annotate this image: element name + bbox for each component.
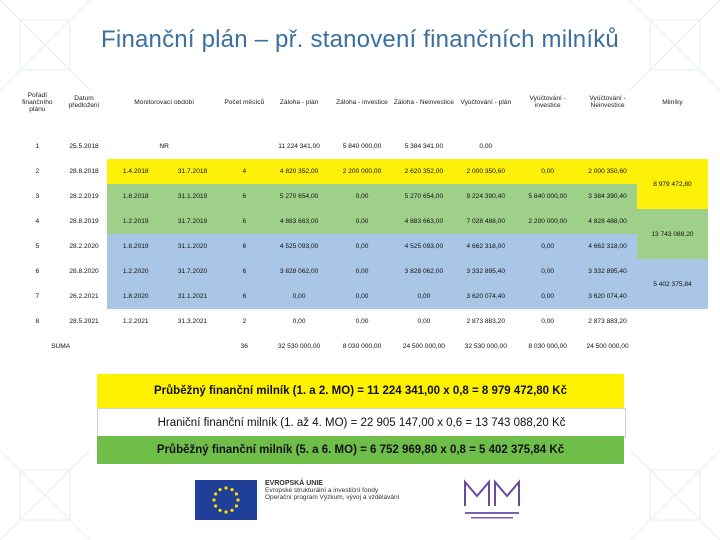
cell-zaloha-investice: 0,00 [331,184,394,209]
cell-poradi: 5 [35,243,40,250]
header-vyuctovani-neinvestice: Vyúčtování - Neinvestice [589,95,626,109]
cell-vyuctovani-neinvestice: 3 384 390,40 [578,184,637,209]
cell-zaloha-investice: 0,00 [355,318,369,325]
cell-vyuctovani-plan: 3 620 074,40 [454,284,517,309]
cell-mesice: 6 [221,234,268,259]
eu-flag-logo [195,480,257,520]
cell-vyuctovani-investice: 5 840 000,00 [517,184,578,209]
eu-stars-icon [195,480,257,520]
table-row [14,159,708,184]
cell-vyuctovani-plan: 4 662 318,00 [454,234,517,259]
suma-zaloha-investice: 8 030 000,00 [342,343,382,350]
cell-datum: 28.2.2020 [69,243,99,250]
cell-vyuctovani-neinvestice [578,134,637,159]
cell-mesice: 6 [221,209,268,234]
cell-poradi: 7 [35,293,40,300]
cell-zaloha-plan: 5 270 654,00 [268,184,331,209]
cell-zaloha-neinvestice: 5 270 654,00 [393,184,454,209]
header-vyuctovani-plan: Vyúčtování - plán [460,98,512,106]
cell-vyuctovani-neinvestice: 2 873 883,20 [588,318,627,325]
cell-vyuctovani-plan: 2 000 350,60 [454,159,517,184]
cell-datum: 28.5.2021 [69,318,99,325]
suma-row [14,334,708,359]
cell-obdobi-od: 1.2.2021 [122,318,149,325]
cell-obdobi-do: 31.1.2020 [164,234,221,259]
cell-mesice [221,134,268,159]
cell-obdobi-od: 1.4.2018 [107,159,164,184]
suma-label: SUMA [51,343,71,350]
cell-vyuctovani-investice: 0,00 [517,159,578,184]
cell-zaloha-neinvestice: 2 620 352,00 [393,159,454,184]
cell-obdobi-do: 31.3.2021 [177,318,208,325]
header-zaloha-plan: Záloha - plán [279,98,319,106]
cell-zaloha-investice: 0,00 [331,284,394,309]
cell-obdobi-od: 1.8.2019 [107,234,164,259]
table-row [14,134,708,159]
suma-vyuctovani-plan: 32 530 000,00 [464,343,507,350]
cell-vyuctovani-investice: 2 200 000,00 [517,209,578,234]
cell-zaloha-plan: 4 525 093,00 [268,234,331,259]
cell-zaloha-neinvestice: 5 384 341,00 [404,143,444,150]
suma-zaloha-plan: 32 530 000,00 [278,343,321,350]
cell-mesice: 2 [242,318,247,325]
summary-line-1: Průběžný finanční milník (1. a 2. MO) = 11 224 341,00 x 0,8 = 8 979 472,80 Kč [97,374,624,408]
cell-obdobi-od: 1.2.2019 [107,209,164,234]
header-pocet-mesicu: Počet měsíců [224,98,265,106]
cell-zaloha-investice: 2 200 000,00 [331,159,394,184]
table-row [14,284,708,309]
cell-zaloha-plan: 11 224 341,00 [278,143,320,150]
cell-datum: 28.8.2018 [69,168,99,175]
cell-datum: 28.2.2019 [69,193,99,200]
cell-vyuctovani-plan: 0,00 [479,143,493,150]
cell-milnik [637,309,708,334]
cell-datum: 28.8.2020 [69,268,99,275]
summary-line-2: Hraniční finanční milník (1. až 4. MO) = 22 905 147,00 x 0,6 = 13 743 088,20 Kč [97,408,626,438]
cell-vyuctovani-neinvestice: 4 828 488,00 [578,209,637,234]
cell-vyuctovani-plan: 7 028 488,00 [454,209,517,234]
cell-zaloha-investice: 5 840 000,00 [342,143,382,150]
cell-datum: 28.8.2019 [69,218,99,225]
cell-vyuctovani-neinvestice: 3 332 895,40 [578,259,637,284]
cell-zaloha-neinvestice: 0,00 [393,284,454,309]
eu-line-1: Evropské strukturální a investiční fondy [265,487,379,494]
table-row [14,209,708,234]
header-vyuctovani-investice: Vyúčtování - investice [529,95,566,109]
cell-mesice: 6 [221,259,268,284]
cell-zaloha-investice: 0,00 [331,209,394,234]
suma-zaloha-neinvestice: 24 500 000,00 [402,343,445,350]
cell-poradi: 8 [35,318,40,325]
suma-vyuctovani-neinvestice: 24 500 000,00 [586,343,629,350]
cell-vyuctovani-plan: 3 332 895,40 [454,259,517,284]
cell-vyuctovani-neinvestice: 2 000 350,60 [578,159,637,184]
cell-poradi: 2 [35,168,40,175]
cell-zaloha-plan: 3 828 062,00 [268,259,331,284]
cell-obdobi-do: 31.7.2020 [164,259,221,284]
cell-vyuctovani-investice: 0,00 [541,318,555,325]
cell-obdobi-od: 1.8.2020 [107,284,164,309]
cell-zaloha-investice: 0,00 [331,259,394,284]
cell-poradi: 3 [35,193,40,200]
header-zaloha-investice: Záloha - investice [336,98,388,106]
suma-empty [164,334,221,359]
cell-vyuctovani-neinvestice: 3 620 074,40 [578,284,637,309]
cell-obdobi-do: 31.1.2019 [164,184,221,209]
cell-poradi: 1 [35,143,40,150]
header-monitorovaci-obdobi: Monitorovací období [134,98,195,106]
cell-poradi: 4 [35,218,40,225]
suma-empty [107,334,164,359]
suma-months: 36 [240,343,248,350]
cell-obdobi: NR [159,143,169,150]
eu-text-block [265,480,455,501]
milestone-3: 5 402 375,84 [637,259,708,309]
cell-zaloha-neinvestice: 4 883 663,00 [393,209,454,234]
cell-vyuctovani-investice: 0,00 [517,259,578,284]
table-row [14,184,708,209]
header-datum: Datum předložení [68,95,100,109]
cell-vyuctovani-investice: 0,00 [517,284,578,309]
financial-plan-table [14,70,708,359]
cell-vyuctovani-investice [517,134,578,159]
table-row [14,234,708,259]
eu-heading: EVROPSKÁ UNIE [265,480,323,487]
cell-vyuctovani-investice: 0,00 [517,234,578,259]
cell-obdobi-od: 1.8.2018 [107,184,164,209]
cell-obdobi-od: 1.2.2020 [107,259,164,284]
eu-line-2: Operační program Výzkum, vývoj a vzdělávání [265,494,400,501]
table-row [14,259,708,284]
header-poradi: Pořadí finančního plánu [22,91,53,113]
page-title: Finanční plán – př. stanovení finančních milníků [101,26,619,53]
cell-milnik [637,134,708,159]
table-header-row [14,70,708,134]
cell-zaloha-plan: 4 820 352,00 [268,159,331,184]
cell-zaloha-plan: 4 883 663,00 [268,209,331,234]
cell-obdobi-do: 31.1.2021 [164,284,221,309]
milestone-2: 13 743 088,20 [637,209,708,259]
cell-vyuctovani-plan: 9 224 390,40 [454,184,517,209]
cell-zaloha-plan: 0,00 [268,284,331,309]
cell-zaloha-neinvestice: 0,00 [417,318,431,325]
cell-obdobi-do: 31.7.2018 [164,159,221,184]
cell-vyuctovani-plan: 2 873 883,20 [466,318,506,325]
table-row [14,309,708,334]
suma-vyuctovani-investice: 8 030 000,00 [528,343,567,350]
cell-vyuctovani-neinvestice: 4 662 318,00 [578,234,637,259]
header-zaloha-neinvestice: Záloha - Neinvestice [393,98,454,106]
suma-empty [637,334,708,359]
cell-zaloha-neinvestice: 3 828 062,00 [393,259,454,284]
cell-zaloha-neinvestice: 4 525 093,00 [393,234,454,259]
milestone-1: 8 979 472,80 [637,159,708,209]
cell-zaloha-plan: 0,00 [292,318,306,325]
cell-mesice: 6 [221,284,268,309]
cell-obdobi-do: 31.7.2019 [164,209,221,234]
cell-poradi: 6 [35,268,40,275]
cell-mesice: 6 [221,184,268,209]
cell-mesice: 4 [221,159,268,184]
logo-strip [195,474,535,524]
summary-line-3: Průběžný finanční milník (5. a 6. MO) = 6 752 969,80 x 0,8 = 5 402 375,84 Kč [97,436,624,464]
header-milniky: Milníky [662,98,683,106]
cell-datum: 25.5.2018 [69,143,99,150]
msmt-logo [457,476,527,522]
cell-zaloha-investice: 0,00 [331,234,394,259]
cell-datum: 26.2.2021 [69,293,99,300]
